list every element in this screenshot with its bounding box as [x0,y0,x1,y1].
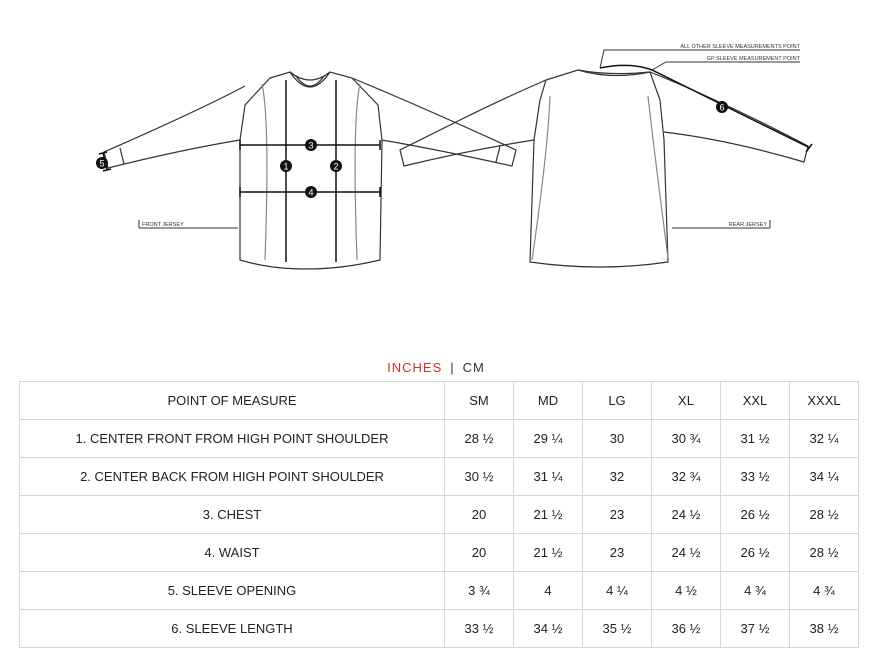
table-cell: 4 ½ [652,572,721,610]
svg-text:3: 3 [308,140,314,151]
svg-text:1: 1 [283,161,289,172]
table-cell: 21 ½ [514,496,583,534]
header-size-xxl: XXL [721,382,790,420]
table-cell: 23 [583,534,652,572]
size-chart-table [19,381,859,648]
rear-jersey-label [672,220,770,228]
table-cell: 33 ½ [445,610,514,648]
measure-label: 1. CENTER FRONT FROM HIGH POINT SHOULDER [20,420,445,458]
table-cell: 20 [445,496,514,534]
table-cell: 32 ¼ [790,420,859,458]
table-cell: 4 [514,572,583,610]
table-row [20,458,859,496]
table-cell: 4 ¾ [790,572,859,610]
rear-jersey-drawing [400,70,808,267]
table-cell: 33 ½ [721,458,790,496]
table-cell: 29 ¼ [514,420,583,458]
svg-text:REAR JERSEY: REAR JERSEY [728,222,767,228]
table-cell: 4 ¾ [721,572,790,610]
jersey-measurement-diagram [0,0,872,300]
table-cell: 4 ¼ [583,572,652,610]
svg-text:ALL OTHER SLEEVE MEASUREMENTS: ALL OTHER SLEEVE MEASUREMENTS POINT [680,44,800,50]
header-size-xxxl: XXXL [790,382,859,420]
table-row [20,496,859,534]
table-cell: 26 ½ [721,534,790,572]
table-cell: 30 [583,420,652,458]
inches-unit-link[interactable]: INCHES [387,360,443,375]
table-cell: 23 [583,496,652,534]
table-cell: 38 ½ [790,610,859,648]
table-cell: 30 ½ [445,458,514,496]
table-row [20,534,859,572]
table-cell: 32 ¾ [652,458,721,496]
svg-text:5: 5 [99,158,105,169]
callout-gp-sleeve [652,56,801,70]
marker-4 [305,186,317,198]
marker-3 [305,139,317,151]
table-cell: 3 ¾ [445,572,514,610]
svg-text:4: 4 [308,187,314,198]
table-cell: 28 ½ [790,496,859,534]
table-cell: 34 ½ [514,610,583,648]
marker-5 [96,157,108,169]
table-cell: 36 ½ [652,610,721,648]
svg-text:6: 6 [719,102,725,113]
table-header-row [20,382,859,420]
header-size-sm: SM [445,382,514,420]
table-row [20,420,859,458]
svg-text:GP SLEEVE MEASUREMENT POINT: GP SLEEVE MEASUREMENT POINT [706,56,800,62]
measure-label: 3. CHEST [20,496,445,534]
measure-label: 4. WAIST [20,534,445,572]
table-row [20,572,859,610]
table-cell: 28 ½ [445,420,514,458]
table-cell: 26 ½ [721,496,790,534]
table-cell: 30 ¾ [652,420,721,458]
cm-unit-link[interactable]: CM [462,360,485,375]
header-size-lg: LG [583,382,652,420]
unit-toggle [0,360,872,375]
measure-label: 6. SLEEVE LENGTH [20,610,445,648]
table-cell: 32 [583,458,652,496]
header-point-of-measure: POINT OF MEASURE [20,382,445,420]
table-cell: 37 ½ [721,610,790,648]
table-cell: 21 ½ [514,534,583,572]
front-jersey-label [139,220,238,228]
svg-text:2: 2 [333,161,339,172]
measure-label: 2. CENTER BACK FROM HIGH POINT SHOULDER [20,458,445,496]
svg-text:FRONT JERSEY: FRONT JERSEY [142,222,184,228]
rear-measure-line [600,65,812,152]
marker-2 [330,160,342,172]
table-cell: 31 ½ [721,420,790,458]
table-cell: 24 ½ [652,496,721,534]
header-size-xl: XL [652,382,721,420]
table-cell: 31 ¼ [514,458,583,496]
marker-1 [280,160,292,172]
table-cell: 35 ½ [583,610,652,648]
table-cell: 28 ½ [790,534,859,572]
unit-separator: | [450,360,455,375]
measure-label: 5. SLEEVE OPENING [20,572,445,610]
table-cell: 20 [445,534,514,572]
front-jersey-drawing [104,72,516,269]
marker-6 [716,101,728,113]
header-size-md: MD [514,382,583,420]
table-cell: 24 ½ [652,534,721,572]
table-row [20,610,859,648]
table-cell: 34 ¼ [790,458,859,496]
